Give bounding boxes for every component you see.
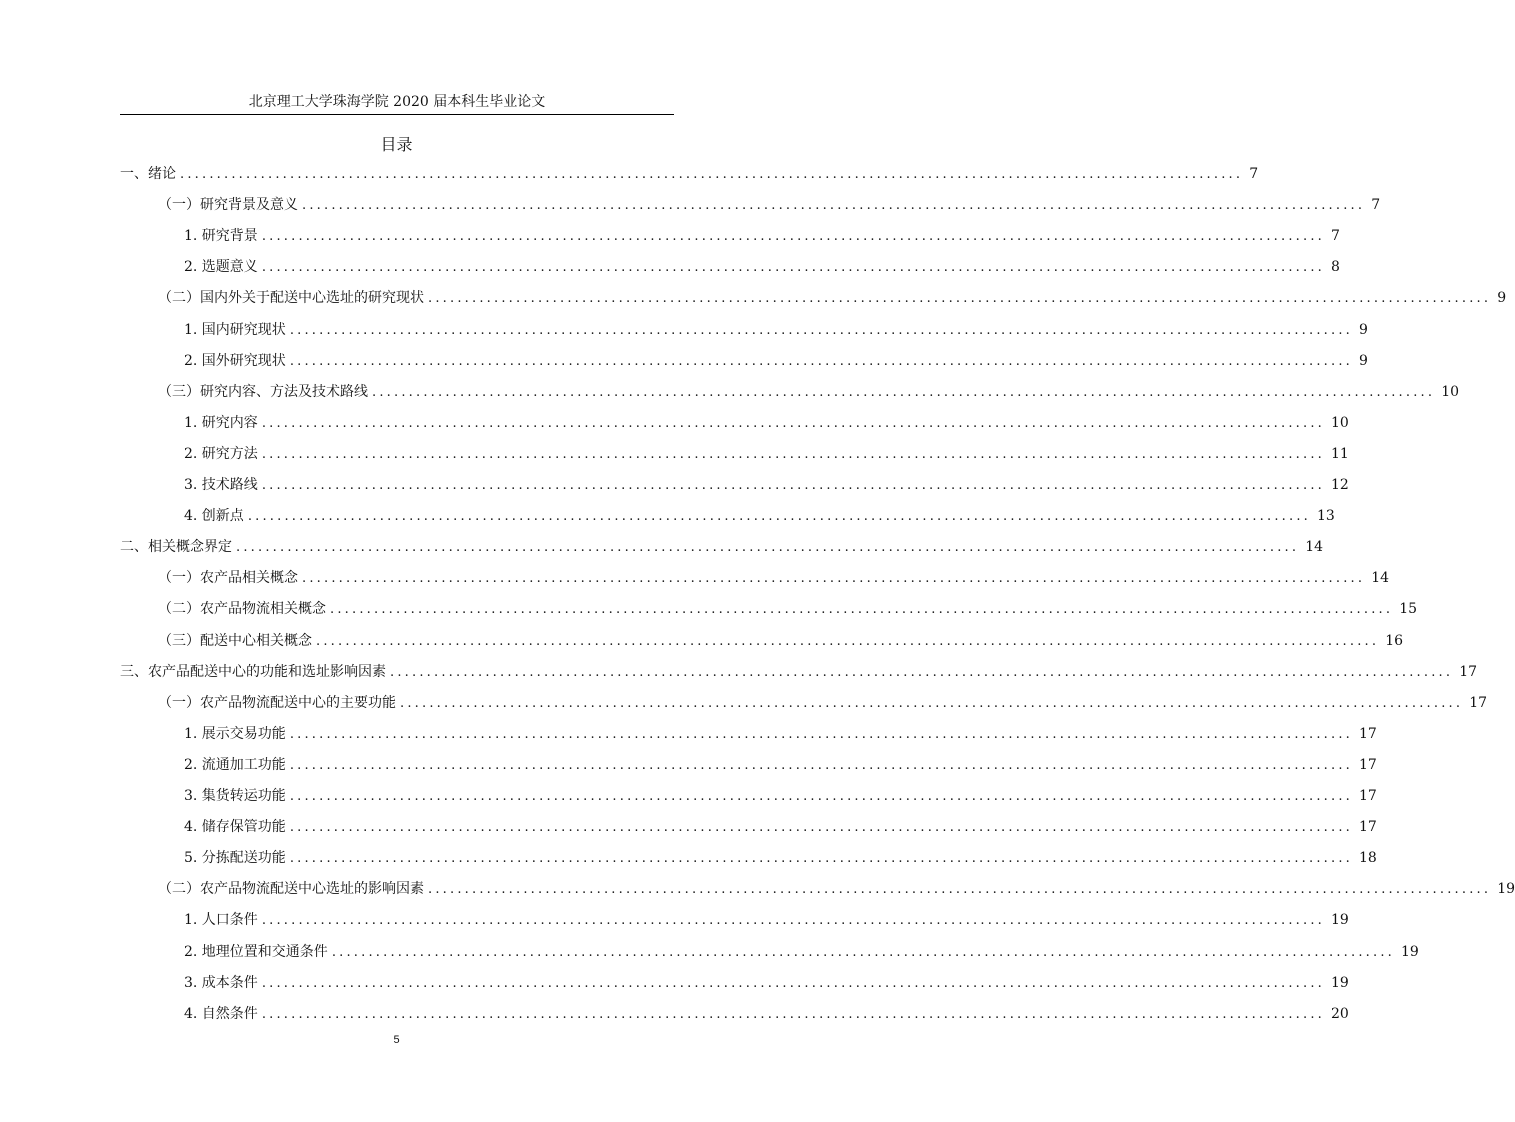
toc-entry-page: 9: [1497, 290, 1507, 307]
toc-title: 目录: [380, 135, 413, 154]
toc-entry-page: 17: [1469, 694, 1488, 711]
toc-entry-text: 2. 流通加工功能: [184, 756, 286, 773]
toc-entry[interactable]: [184, 815, 1377, 839]
toc-leader-dots: .................................................................................................................................................: [400, 695, 1464, 711]
toc-entry-text: （二）农产品物流配送中心选址的影响因素: [158, 881, 424, 898]
toc-leader-dots: .................................................................................................................................................: [289, 726, 1353, 742]
toc-leader-dots: .................................................................................................................................................: [261, 415, 1325, 431]
toc-leader-dots: .................................................................................................................................................: [289, 353, 1353, 369]
page-number: 5: [393, 1034, 400, 1046]
toc-entry[interactable]: [158, 286, 1507, 310]
toc-entry[interactable]: [184, 224, 1340, 248]
toc-entry-page: 17: [1459, 663, 1478, 680]
toc-entry[interactable]: [184, 349, 1368, 373]
toc-entry[interactable]: [184, 473, 1349, 497]
toc-entry-page: 17: [1359, 725, 1377, 742]
toc-entry-text: （二）国内外关于配送中心选址的研究现状: [158, 290, 424, 307]
toc-entry-page: 18: [1359, 850, 1377, 867]
toc-entry-page: 10: [1331, 414, 1349, 431]
toc-entry-page: 19: [1331, 912, 1349, 929]
toc-entry-page: 12: [1331, 477, 1349, 493]
toc-entry-text: （三）配送中心相关概念: [158, 632, 312, 649]
toc-leader-dots: .................................................................................................................................................: [236, 540, 1300, 556]
toc-leader-dots: .................................................................................................................................................: [261, 975, 1325, 991]
toc-leader-dots: .................................................................................................................................................: [302, 571, 1366, 587]
toc-leader-dots: .................................................................................................................................................: [302, 198, 1366, 214]
toc-entry-page: 11: [1331, 445, 1349, 462]
toc-entry[interactable]: [184, 908, 1349, 932]
toc-entry[interactable]: [120, 535, 1324, 559]
toc-entry[interactable]: [184, 504, 1335, 528]
toc-leader-dots: .................................................................................................................................................: [428, 291, 1492, 307]
toc-entry-page: 8: [1331, 259, 1340, 276]
toc-entry-page: 17: [1359, 756, 1377, 773]
toc-entry-page: 19: [1497, 881, 1515, 898]
toc-entry-text: 二、相关概念界定: [120, 539, 232, 556]
toc-entry-text: 3. 集货转运功能: [184, 788, 286, 804]
toc-leader-dots: .................................................................................................................................................: [289, 820, 1353, 836]
toc-leader-dots: .................................................................................................................................................: [261, 446, 1325, 462]
toc-entry[interactable]: [184, 784, 1377, 808]
toc-entry-page: 14: [1305, 539, 1324, 556]
toc-entry-text: 2. 研究方法: [184, 445, 258, 462]
toc-leader-dots: .................................................................................................................................................: [331, 944, 1395, 960]
toc-entry-text: 3. 成本条件: [184, 974, 258, 991]
toc-entry[interactable]: [184, 1002, 1349, 1026]
toc-entry[interactable]: [184, 846, 1377, 870]
toc-entry[interactable]: [158, 193, 1381, 217]
toc-entry[interactable]: [184, 442, 1349, 466]
toc-entry-text: 1. 人口条件: [184, 912, 258, 929]
toc-entry-page: 7: [1249, 166, 1259, 182]
toc-entry-text: 4. 创新点: [184, 508, 244, 525]
toc-leader-dots: .................................................................................................................................................: [390, 664, 1454, 680]
toc-entry-page: 16: [1385, 632, 1404, 649]
toc-entry[interactable]: [158, 380, 1460, 404]
toc-leader-dots: .................................................................................................................................................: [247, 509, 1311, 525]
toc-entry[interactable]: [184, 722, 1377, 746]
toc-entry[interactable]: [158, 691, 1488, 715]
toc-entry-page: 14: [1371, 570, 1390, 587]
toc-entry-text: （二）农产品物流相关概念: [158, 601, 326, 618]
toc-entry[interactable]: [158, 629, 1404, 653]
toc-leader-dots: .................................................................................................................................................: [428, 882, 1492, 898]
toc-entry-text: 三、农产品配送中心的功能和选址影响因素: [120, 663, 386, 680]
toc-leader-dots: .................................................................................................................................................: [261, 478, 1325, 493]
toc-entry-page: 13: [1317, 508, 1335, 525]
toc-leader-dots: .................................................................................................................................................: [180, 167, 1244, 182]
toc-entry[interactable]: [184, 753, 1377, 777]
toc-leader-dots: .................................................................................................................................................: [289, 789, 1353, 804]
toc-entry-text: 1. 研究内容: [184, 414, 258, 431]
toc-leader-dots: .................................................................................................................................................: [289, 851, 1353, 867]
toc-entry-page: 17: [1359, 788, 1377, 804]
toc-leader-dots: .................................................................................................................................................: [261, 260, 1325, 276]
toc-entry-text: （一）农产品相关概念: [158, 570, 298, 587]
toc-entry[interactable]: [120, 660, 1478, 684]
toc-leader-dots: .................................................................................................................................................: [316, 633, 1380, 649]
toc-entry-page: 9: [1359, 321, 1368, 338]
toc-entry[interactable]: [158, 566, 1390, 590]
toc-entry-text: 2. 选题意义: [184, 259, 258, 276]
toc-entry-page: 17: [1359, 819, 1377, 836]
toc-leader-dots: .................................................................................................................................................: [261, 913, 1325, 929]
toc-entry-page: 7: [1331, 228, 1340, 245]
toc-entry-text: （一）研究背景及意义: [158, 197, 298, 214]
toc-entry[interactable]: [158, 597, 1418, 621]
toc-entry-page: 7: [1371, 197, 1381, 214]
toc-entry-text: 3. 技术路线: [184, 477, 258, 493]
toc-entry[interactable]: [184, 411, 1349, 435]
toc-entry[interactable]: [184, 940, 1419, 964]
toc-entry[interactable]: [184, 255, 1340, 279]
page-header: 北京理工大学珠海学院 2020 届本科生毕业论文: [120, 92, 674, 115]
toc-entry-page: 19: [1401, 943, 1419, 960]
toc-entry-page: 15: [1399, 601, 1418, 618]
toc-leader-dots: .................................................................................................................................................: [289, 322, 1353, 338]
toc-entry-text: 2. 国外研究现状: [184, 352, 286, 369]
toc-entry-page: 19: [1331, 974, 1349, 991]
toc-entry-text: 2. 地理位置和交通条件: [184, 943, 328, 960]
toc-leader-dots: .................................................................................................................................................: [372, 384, 1436, 400]
toc-entry-page: 9: [1359, 352, 1368, 369]
toc-entry-text: 1. 国内研究现状: [184, 321, 286, 338]
toc-entry-text: 1. 研究背景: [184, 228, 258, 245]
toc-entry-page: 20: [1331, 1005, 1349, 1022]
toc-entry-text: 4. 储存保管功能: [184, 819, 286, 836]
toc-entry-page: 10: [1441, 383, 1460, 400]
toc-entry[interactable]: [184, 971, 1349, 995]
toc-entry-text: 一、绪论: [120, 166, 176, 182]
toc-entry[interactable]: [184, 318, 1368, 342]
toc-entry-text: 1. 展示交易功能: [184, 725, 286, 742]
toc-entry-text: 4. 自然条件: [184, 1005, 258, 1022]
toc-leader-dots: .................................................................................................................................................: [330, 602, 1394, 618]
toc-entry-text: （三）研究内容、方法及技术路线: [158, 383, 368, 400]
toc-leader-dots: .................................................................................................................................................: [289, 757, 1353, 773]
toc-entry[interactable]: [120, 162, 1259, 186]
toc-leader-dots: .................................................................................................................................................: [261, 229, 1325, 245]
toc-leader-dots: .................................................................................................................................................: [261, 1006, 1325, 1022]
toc-entry-text: （一）农产品物流配送中心的主要功能: [158, 694, 396, 711]
toc-entry-text: 5. 分拣配送功能: [184, 850, 286, 867]
toc-entry[interactable]: [158, 877, 1515, 901]
